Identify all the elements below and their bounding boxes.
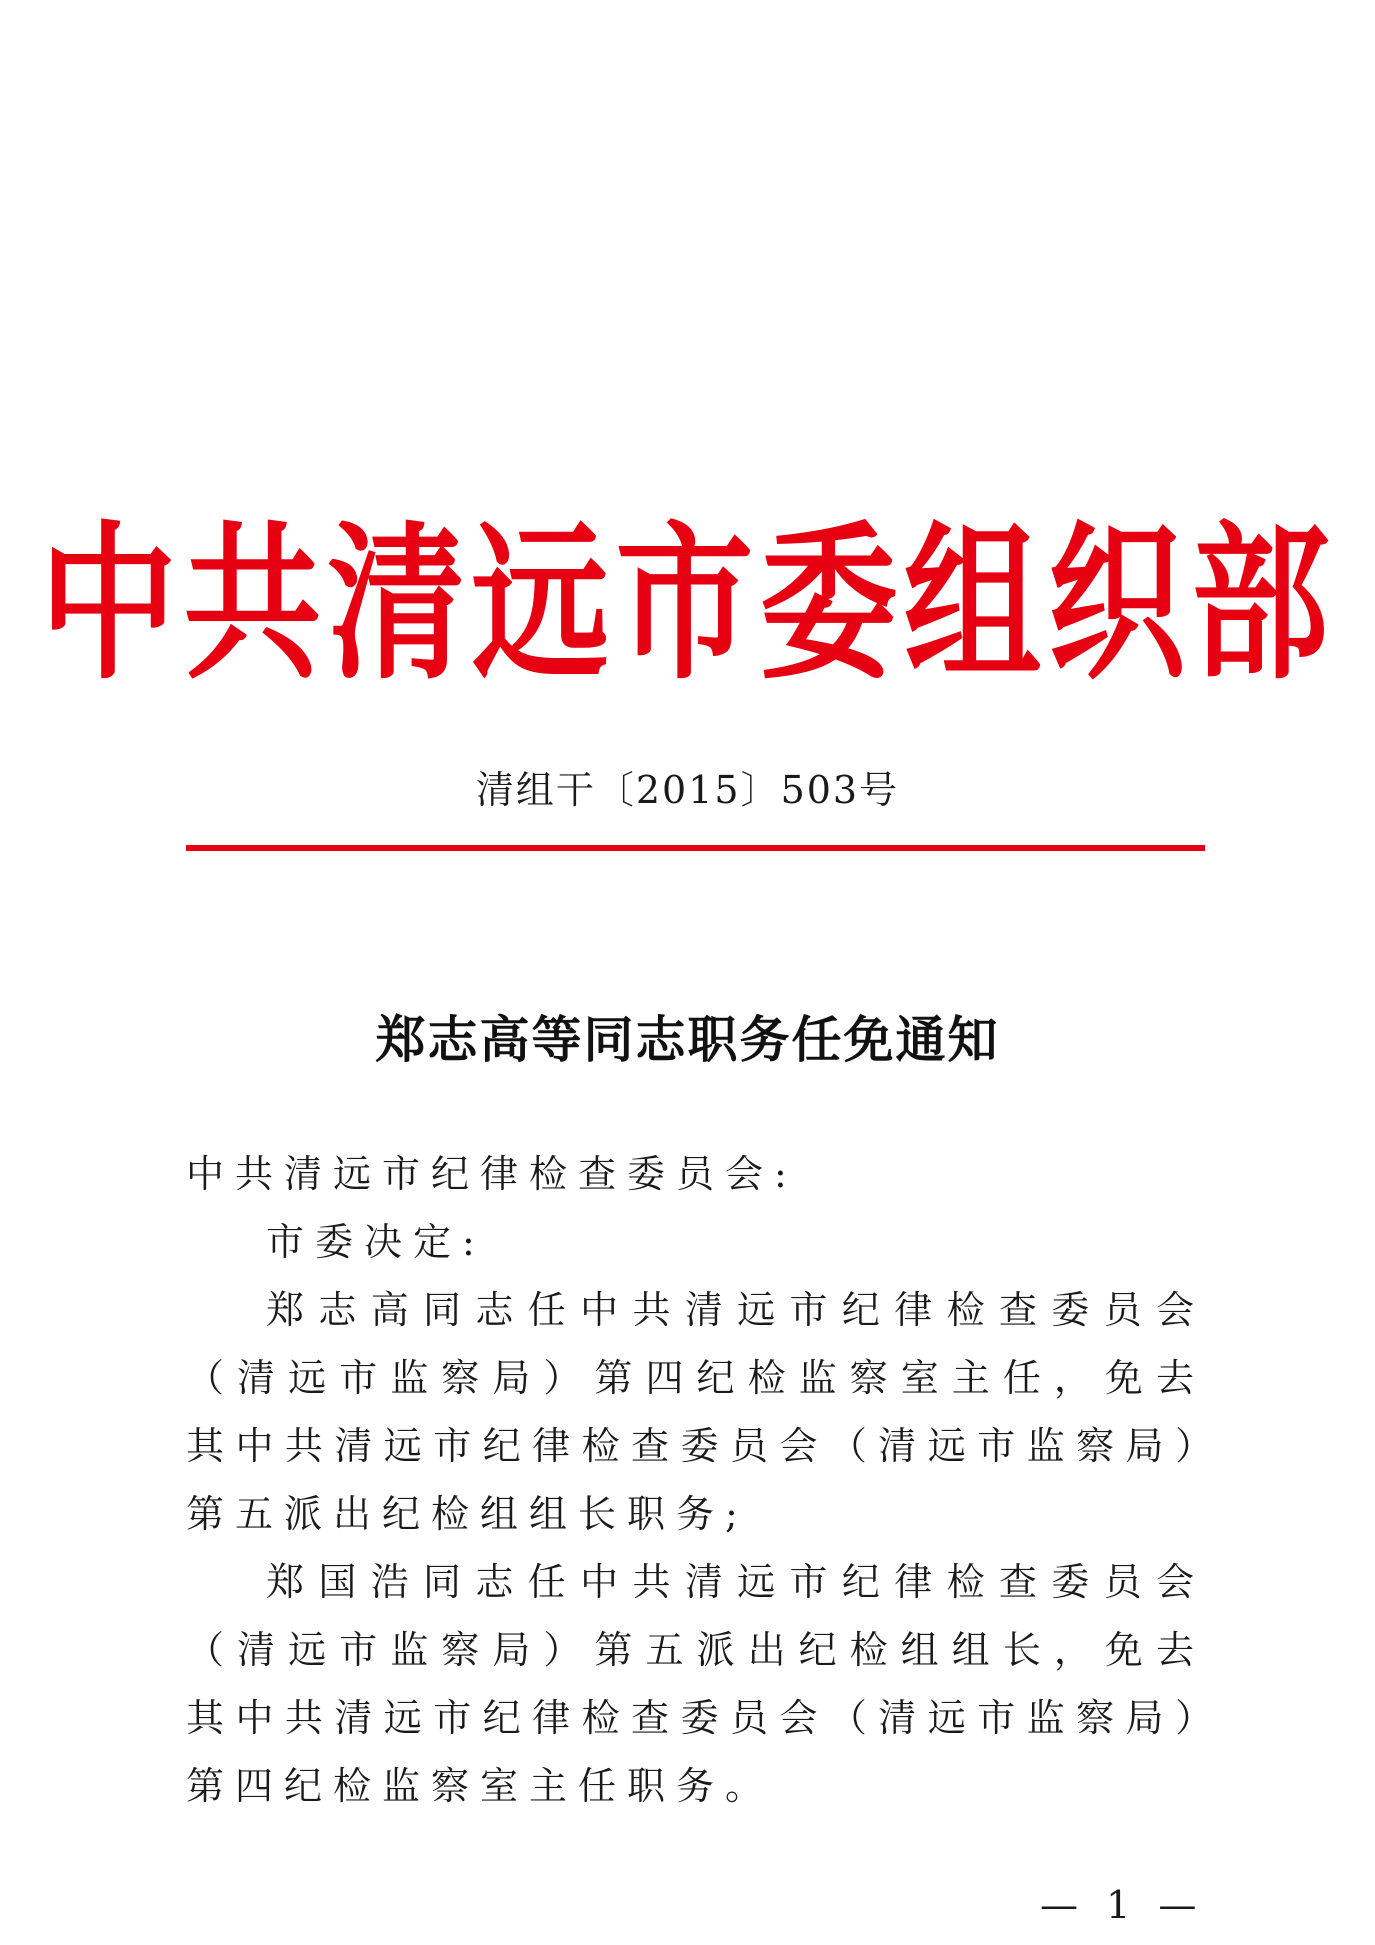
document-body xyxy=(186,1140,1205,1820)
issuing-organization-masthead: 中共清远市委组织部 xyxy=(39,506,1336,703)
page-number: — 1 — xyxy=(1040,1883,1205,1927)
body-paragraph-appointment-2: 郑国浩同志任中共清远市纪律检查委员会（清远市监察局）第五派出纪检组组长，免去其中共清远市纪律检查委员会（清远市监察局）第四纪检监察室主任职务。 xyxy=(186,1560,1205,1808)
document-number: 清组干〔2015〕503号 xyxy=(475,768,900,812)
body-paragraph-decision: 市委决定: xyxy=(266,1220,486,1264)
addressee: 中共清远市纪律检查委员会: xyxy=(186,1152,798,1196)
body-paragraph-appointment-1: 郑志高同志任中共清远市纪律检查委员会（清远市监察局）第四纪检监察室主任，免去其中共清远市纪律检查委员会（清远市监察局）第五派出纪检组组长职务; xyxy=(186,1288,1205,1536)
red-separator-line xyxy=(186,845,1205,851)
document-title: 郑志高等同志职务任免通知 xyxy=(375,1011,1000,1069)
